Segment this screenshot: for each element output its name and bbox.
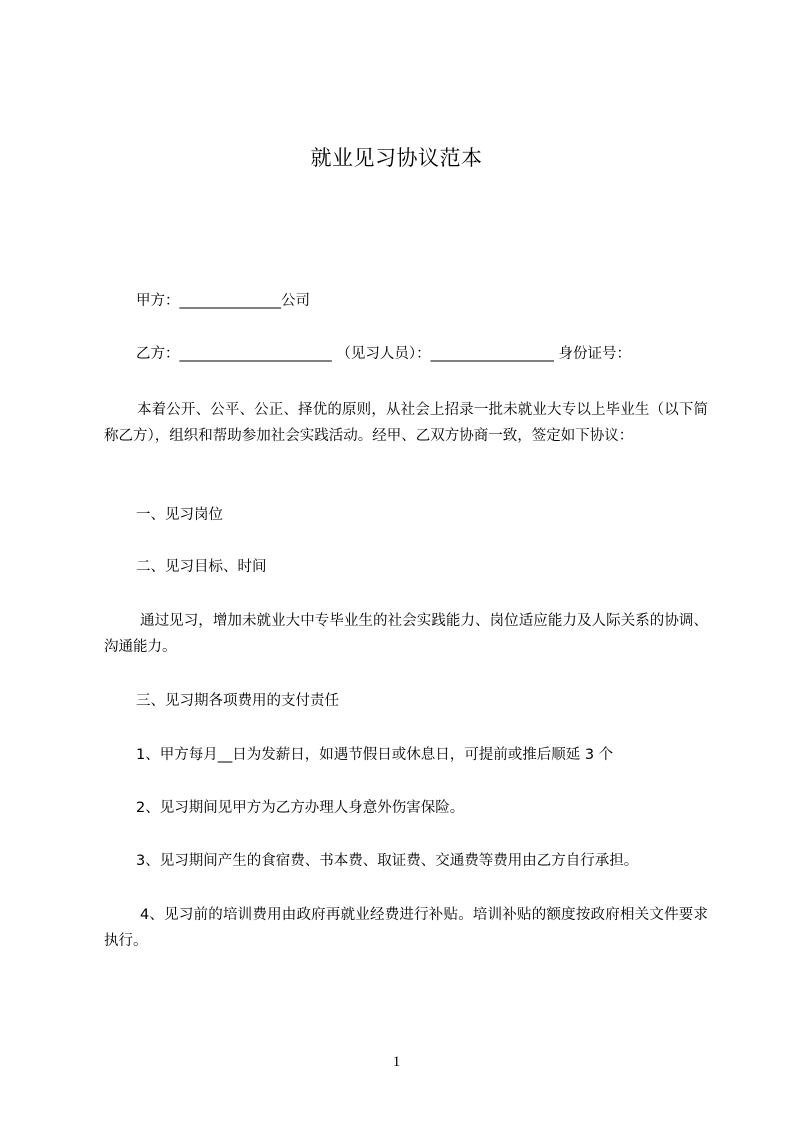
section-heading-1: 一、见习岗位 xyxy=(136,507,223,523)
document-title: 就业见习协议范本 xyxy=(310,146,483,170)
intro-paragraph: 本着公开、公平、公正、择优的原则，从社会上招录一批未就业大专以上毕业生（以下简称乙方），组织和帮助参加社会实践活动。经甲、乙双方协商一致，签定如下协议： xyxy=(104,402,708,444)
party-b-line: 乙方：_____________________ （见习人员）：_________________ 身份证号： xyxy=(136,346,631,362)
section-heading-2: 二、见习目标、时间 xyxy=(136,559,267,575)
party-a-line: 甲方：______________公司 xyxy=(136,293,310,309)
page-number: 1 xyxy=(392,1054,401,1070)
fee-item-2: 2、见习期间见甲方为乙方办理人身意外伤害保险。 xyxy=(136,800,465,816)
fee-item-3: 3、见习期间产生的食宿费、书本费、取证费、交通费等费用由乙方自行承担。 xyxy=(136,853,639,869)
section-heading-3: 三、见习期各项费用的支付责任 xyxy=(136,693,339,709)
fee-item-4: 4、见习前的培训费用由政府再就业经费进行补贴。培训补贴的额度按政府相关文件要求执行。 xyxy=(104,907,708,949)
section-2-body: 通过见习，增加未就业大中专毕业生的社会实践能力、岗位适应能力及人际关系的协调、沟通能力。 xyxy=(104,613,708,655)
fee-item-1: 1、甲方每月__日为发薪日，如遇节假日或休息日，可提前或推后顺延 3 个 xyxy=(136,747,614,763)
